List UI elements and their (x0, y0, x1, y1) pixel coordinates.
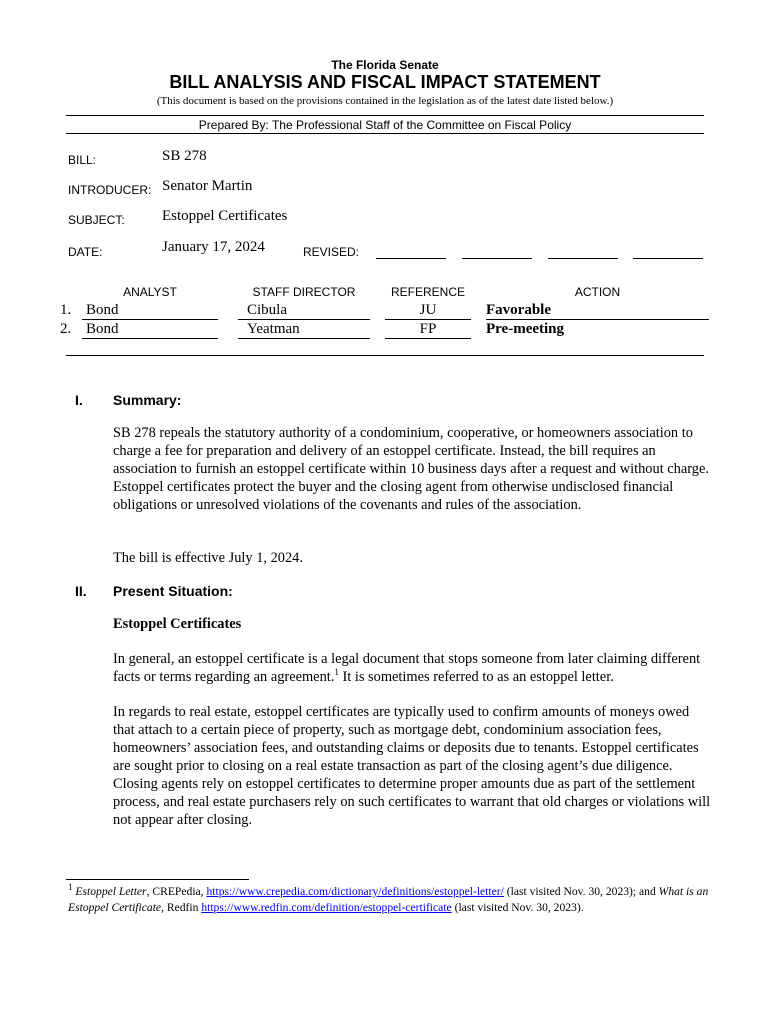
analyst-cell: Bond (86, 321, 119, 337)
bill-value: SB 278 (162, 148, 207, 164)
introducer-value: Senator Martin (162, 178, 253, 194)
reference-cell: FP (419, 321, 437, 337)
action-cell: Pre-meeting (486, 321, 565, 337)
row-number: 1. (60, 302, 72, 318)
revised-blank (633, 258, 703, 259)
organization-name: The Florida Senate (331, 58, 439, 72)
staff-director-header: STAFF DIRECTOR (252, 285, 356, 299)
section-number: I. (75, 392, 83, 408)
footnote-number: 1 (68, 882, 73, 893)
footnote-source-title: What is an Estoppel Certificate (68, 885, 709, 914)
footnote-text: , Redfin (161, 901, 202, 914)
subheading: Estoppel Certificates (113, 616, 242, 632)
action-cell: Favorable (486, 302, 551, 318)
action-header: ACTION (574, 285, 621, 299)
divider (66, 115, 704, 116)
cell-underline (385, 319, 471, 320)
revised-blank (376, 258, 446, 259)
reference-header: REFERENCE (390, 285, 465, 299)
document-title: BILL ANALYSIS AND FISCAL IMPACT STATEMENT (169, 72, 601, 92)
document-note: (This document is based on the provisions contained in the legislation as of the latest date listed below.) (156, 95, 614, 107)
prepared-by: Prepared By: The Professional Staff of the Committee on Fiscal Policy (198, 118, 572, 132)
revised-label: REVISED: (303, 245, 360, 259)
date-label: DATE: (68, 245, 103, 259)
footnote (68, 884, 718, 916)
analyst-header: ANALYST (123, 285, 177, 299)
subject-label: SUBJECT: (68, 213, 125, 227)
definition-paragraph (113, 650, 713, 686)
reference-cell: JU (419, 302, 437, 318)
revised-blank (462, 258, 532, 259)
cell-underline (238, 319, 370, 320)
revised-blank (548, 258, 618, 259)
real-estate-paragraph: In regards to real estate, estoppel certificates are typically used to confirm amounts of moneys owed that attach to a certain piece of property, such as mortgage debt, condominium association fees, homeowners’ association fees, and outstanding claims or deposits due to tenants. Estoppel certificates are sought prior to closing on a real estate transaction as part of the closing agent’s due diligence. Closing agents rely on estoppel certificates to determine proper amounts due as part of the settlement process, and real estate purchasers rely on such certificates to warrant that old charges or violations will not appear after closing. (113, 704, 711, 828)
cell-underline (238, 338, 370, 339)
footnote-text: (last visited Nov. 30, 2023); and (503, 885, 659, 898)
section-title: Present Situation: (113, 583, 233, 599)
footnote-source-title: Estoppel Letter (75, 885, 147, 898)
introducer-label: INTRODUCER: (68, 183, 152, 197)
cell-underline (82, 319, 218, 320)
footnote-reference[interactable]: 1 (334, 667, 339, 678)
bill-label: BILL: (68, 153, 97, 167)
section-title: Summary: (113, 392, 182, 408)
date-value: January 17, 2024 (162, 239, 265, 255)
effective-date-paragraph: The bill is effective July 1, 2024. (113, 550, 303, 566)
row-number: 2. (60, 321, 72, 337)
cell-underline (82, 338, 218, 339)
director-cell: Cibula (247, 302, 287, 318)
section-number: II. (75, 583, 87, 599)
divider (66, 355, 704, 356)
paragraph-text: In general, an estoppel certificate is a legal document that stops someone from later claiming different facts or terms regarding an agreement. (113, 651, 701, 685)
paragraph-text: It is sometimes referred to as an estoppel letter. (338, 669, 614, 685)
divider (66, 133, 704, 134)
cell-underline (385, 338, 471, 339)
summary-paragraph: SB 278 repeals the statutory authority of a condominium, cooperative, or homeowners association to charge a fee for preparation and delivery of an estoppel certificate. Instead, the bill requires an association to furnish an estoppel certificate within 10 business days after a request and without charge. Estoppel certificates protect the buyer and the closing agent from otherwise undisclosed financial obligations or unresolved violations of the covenants and rules of the association. (113, 425, 709, 513)
footnote-text: , CREPedia, (146, 885, 207, 898)
footnote-link[interactable]: https://www.crepedia.com/dictionary/definitions/estoppel-letter/ (206, 885, 504, 898)
cell-underline (486, 319, 709, 320)
footnote-link[interactable]: https://www.redfin.com/definition/estoppel-certificate (201, 901, 452, 914)
subject-value: Estoppel Certificates (162, 208, 288, 224)
footnote-divider (66, 879, 249, 880)
analyst-cell: Bond (86, 302, 119, 318)
director-cell: Yeatman (247, 321, 300, 337)
footnote-text: (last visited Nov. 30, 2023). (451, 901, 584, 914)
